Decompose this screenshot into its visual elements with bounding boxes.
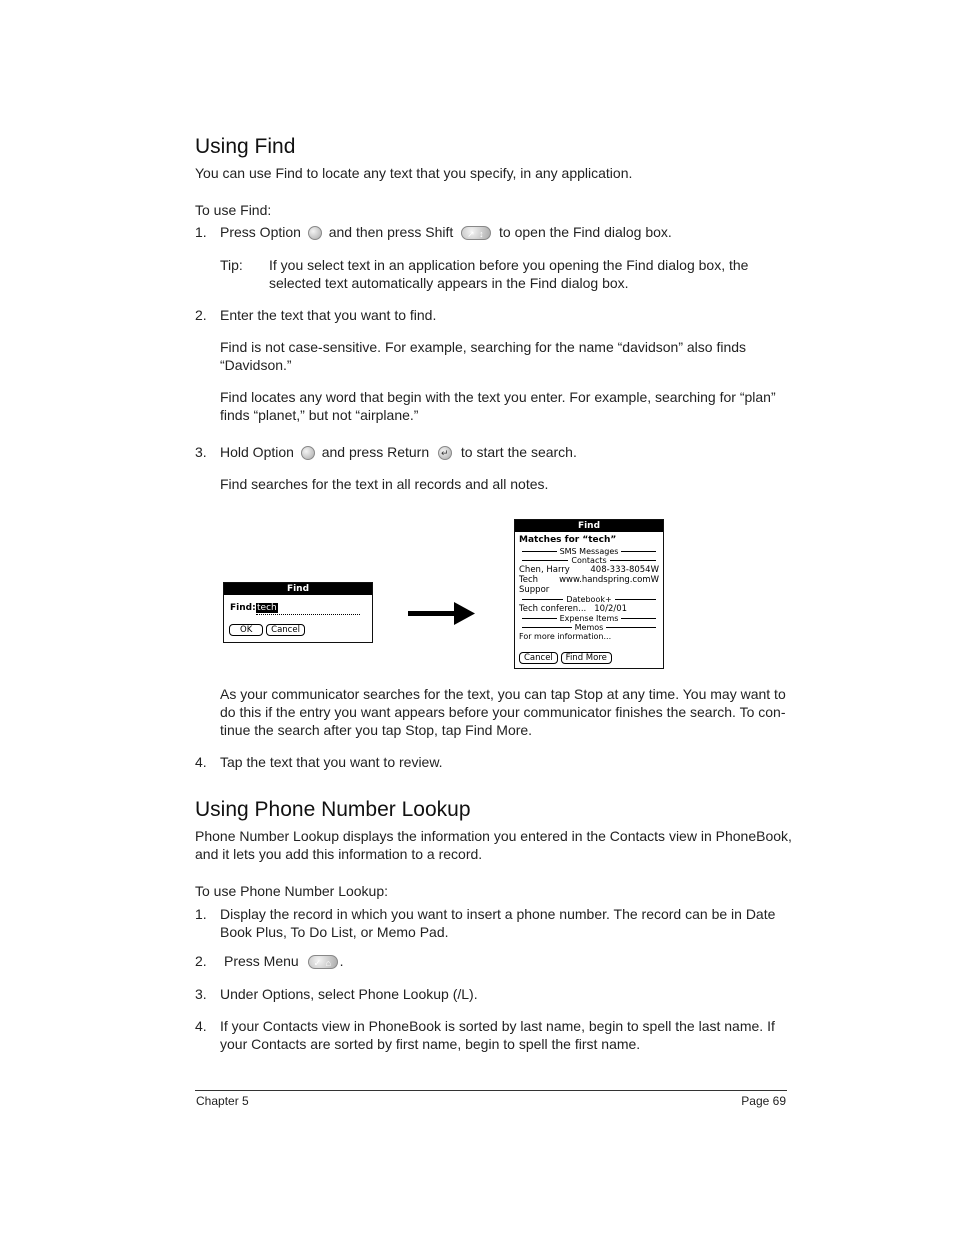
find-cancel-button: Cancel — [266, 624, 305, 636]
lookup-step-2-after: . — [339, 953, 344, 969]
results-title: Find — [515, 520, 663, 532]
tip-line-2: selected text automatically appears in the Find dialog box. — [269, 275, 629, 291]
find-dialog-field — [256, 603, 360, 615]
section-title-using-find: Using Find — [195, 135, 296, 158]
find-step-4-number: 4. — [195, 754, 207, 770]
lookup-step-2-text: Press Menu — [224, 953, 299, 969]
find-dialog-title: Find — [224, 583, 372, 595]
find-step-1-number: 1. — [195, 224, 207, 240]
footer-chapter: Chapter 5 — [196, 1094, 249, 1108]
section-title-phone-lookup: Using Phone Number Lookup — [195, 798, 471, 821]
results-row: For more information... — [519, 632, 612, 641]
right-arrow-icon — [408, 600, 476, 628]
find-results-screenshot — [514, 519, 664, 669]
lookup-step-2 — [224, 952, 343, 970]
find-step-3-number: 3. — [195, 444, 207, 460]
lookup-step-4-number: 4. — [195, 1018, 207, 1034]
find-intro: You can use Find to locate any text that you specify, in any application. — [195, 165, 633, 181]
find-step-1 — [220, 223, 672, 241]
find-step-1-text-a: Press Option — [220, 224, 301, 240]
results-sep-contacts: Contacts — [519, 556, 659, 565]
footer-page-number: Page 69 — [741, 1094, 786, 1108]
prefix-note-line-1: Find locates any word that begin with the text you enter. For example, searching for “plan” — [220, 389, 776, 405]
lookup-subhead: To use Phone Number Lookup: — [195, 883, 389, 899]
lookup-step-4-line-2: your Contacts are sorted by first name, begin to spell the first name. — [220, 1036, 641, 1052]
results-sep-sms: SMS Messages — [519, 547, 659, 556]
results-find-more-button: Find More — [561, 652, 612, 664]
results-cancel-button: Cancel — [519, 652, 558, 664]
results-row: Tech Suppor www.handspring.comW — [519, 575, 659, 595]
find-dialog-screenshot — [223, 582, 373, 643]
find-step-3-text-b: and press Return — [321, 444, 430, 460]
find-step-4: Tap the text that you want to review. — [220, 754, 443, 770]
after-figure-line-2: do this if the entry you want appears before your communicator finishes the search. To con- — [220, 704, 786, 720]
option-key-icon — [301, 446, 315, 460]
results-sep-expense: Expense Items — [519, 614, 659, 623]
find-dialog-label: Find: — [230, 603, 256, 613]
results-row: Tech conferen... 10/2/01 — [519, 604, 628, 614]
lookup-intro-line-1: Phone Number Lookup displays the information you entered in the Contacts view in PhoneBook, — [195, 828, 792, 844]
lookup-step-1-number: 1. — [195, 906, 207, 922]
results-sep-datebook: Datebook+ — [519, 595, 659, 604]
find-step-1-text-b: and then press Shift — [328, 224, 454, 240]
find-step-2-number: 2. — [195, 307, 207, 323]
lookup-intro-line-2: and it lets you add this information to a record. — [195, 846, 483, 862]
lookup-step-4-line-1: If your Contacts view in PhoneBook is sorted by last name, begin to spell the last name. If — [220, 1018, 775, 1034]
lookup-step-3-number: 3. — [195, 986, 207, 1002]
option-key-icon — [308, 226, 322, 240]
find-subhead: To use Find: — [195, 202, 272, 218]
tip-label: Tip: — [220, 257, 243, 273]
shift-key-icon: ↗ ↕ — [461, 226, 491, 240]
after-figure-line-1: As your communicator searches for the text, you can tap Stop at any time. You may want to — [220, 686, 786, 702]
results-row: Chen, Harry 408-333-8054W — [519, 565, 659, 575]
find-dialog-value: tech — [257, 603, 277, 613]
find-ok-button: OK — [229, 624, 263, 636]
find-step-2: Enter the text that you want to find. — [220, 307, 437, 323]
case-note-line-2: “Davidson.” — [220, 357, 292, 373]
case-note-line-1: Find is not case-sensitive. For example, searching for the name “davidson” also finds — [220, 339, 747, 355]
find-step-3-note: Find searches for the text in all records and all notes. — [220, 476, 549, 492]
tip-line-1: If you select text in an application before you opening the Find dialog box, the — [269, 257, 749, 273]
lookup-step-3: Under Options, select Phone Lookup (/L). — [220, 986, 478, 1002]
find-step-3-text-a: Hold Option — [220, 444, 294, 460]
find-step-3-text-c: to start the search. — [460, 444, 577, 460]
lookup-step-2-number: 2. — [195, 953, 207, 969]
find-step-3 — [220, 443, 577, 461]
lookup-step-1-line-2: Book Plus, To Do List, or Memo Pad. — [220, 924, 449, 940]
lookup-step-1-line-1: Display the record in which you want to insert a phone number. The record can be in Date — [220, 906, 776, 922]
results-sep-memos: Memos — [519, 623, 659, 632]
find-step-1-text-c: to open the Find dialog box. — [499, 224, 672, 240]
return-key-icon: ↵ — [438, 446, 452, 460]
footer-rule — [195, 1090, 787, 1091]
after-figure-line-3: tinue the search after you tap Stop, tap Find More. — [220, 722, 533, 738]
prefix-note-line-2: finds “planet,” but not “airplane.” — [220, 407, 419, 423]
results-heading: Matches for “tech” — [519, 535, 617, 545]
menu-key-icon: ✓ ⌂ — [308, 955, 338, 969]
